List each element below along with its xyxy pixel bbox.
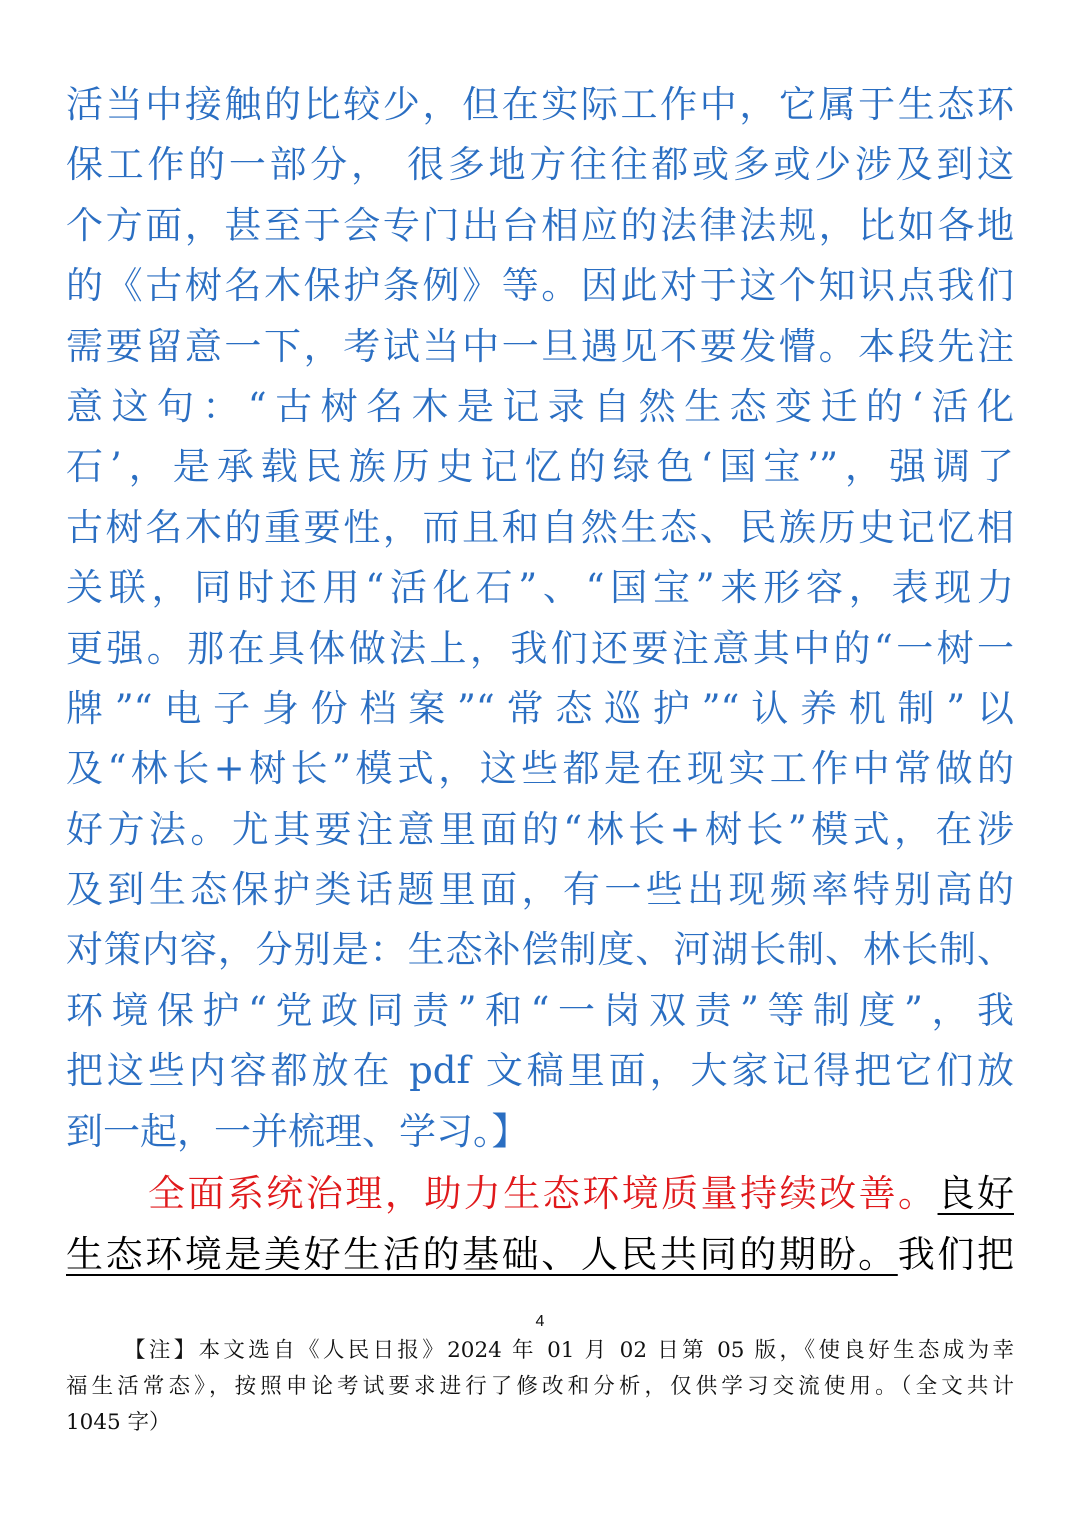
analysis-line: 对策内容，分别是：生态补偿制度、河湖长制、林长制、 [66,928,1014,972]
analysis-line: 及“林长+树长”模式，这些都是在现实工作中常做的 [66,747,1014,791]
underlined-key-sentence-part2: 生态环境是美好生活的基础、人民共同的期盼。 [66,1233,898,1276]
analysis-line: 需要留意一下，考试当中一旦遇见不要发懵。本段先注 [66,324,1014,368]
next-paragraph [66,1163,1014,1285]
page-number: 4 [535,1313,545,1330]
analysis-line: 把这些内容都放在 pdf 文稿里面，大家记得把它们放 [66,1049,1014,1093]
next-paragraph-line-2 [66,1224,1014,1285]
analysis-line: 活当中接触的比较少，但在实际工作中，它属于生态环 [66,83,1014,126]
analysis-line: 牌”“电子身份档案”“常态巡护”“认养机制”以 [66,686,1014,730]
analysis-line: 意这句：“古树名木是记录自然生态变迁的‘活化 [66,384,1014,428]
analysis-line: 更强。那在具体做法上，我们还要注意其中的“一树一 [66,626,1014,670]
analysis-line: 个方面，甚至于会专门出台相应的法律法规，比如各地 [66,203,1014,247]
footnote-line: 1045 字） [66,1410,171,1435]
analysis-line: 到一起，一并梳理、学习。】 [66,1109,529,1153]
analysis-paragraph [66,75,1014,1162]
footnote [66,1333,1014,1441]
section-heading: 全面系统治理，助力生态环境质量持续改善。 [148,1172,938,1215]
footnote-line: 【注】本文选自《人民日报》2024 年 01 月 02 日第 05 版，《使良好生态成为幸 [124,1338,1014,1363]
analysis-line: 及到生态保护类话题里面，有一些出现频率特别高的 [66,868,1014,912]
analysis-line: 保工作的一部分， 很多地方往往都或多或少涉及到这 [66,143,1014,187]
underlined-key-sentence-part1: 良好 [937,1172,1014,1215]
analysis-line: 关联，同时还用“活化石”、“国宝”来形容，表现力 [66,566,1014,610]
next-paragraph-line-1 [66,1163,1014,1224]
analysis-line: 古树名木的重要性，而且和自然生态、民族历史记忆相 [66,505,1014,549]
analysis-line: 石’，是承载民族历史记忆的绿色‘国宝’”，强调了 [66,445,1014,489]
analysis-line: 好方法。尤其要注意里面的“林长+树长”模式，在涉 [66,807,1014,851]
analysis-line: 环境保护“党政同责”和“一岗双责”等制度”，我 [66,988,1014,1032]
trailing-text: 我们把 [897,1233,1014,1276]
analysis-line: 的《古树名木保护条例》等。因此对于这个知识点我们 [66,264,1014,308]
footnote-line: 福生活常态》，按照申论考试要求进行了修改和分析，仅供学习交流使用。（全文共计 [66,1374,1014,1399]
